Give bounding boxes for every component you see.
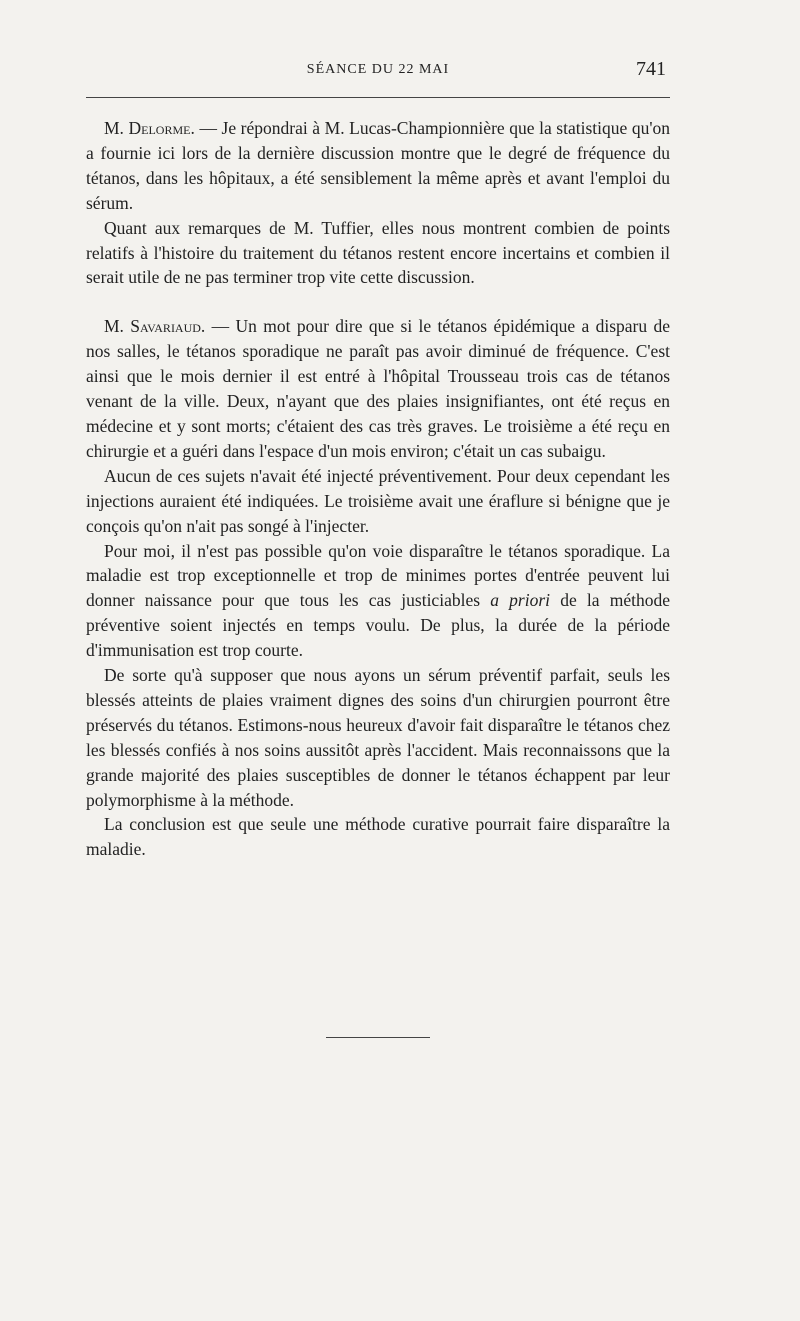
page-number: 741 bbox=[636, 58, 666, 80]
savariaud-paragraph-1-text: — Un mot pour dire que si le tétanos épidémique a disparu de nos salles, le tétanos sporadique ne paraît pas avoir diminué de fréquence. C'est ainsi que le mois dernier il est entré à l'hôpital Trousseau trois cas de tétanos venant de la ville. Deux, n'ayant que des plaies insignifiantes, ont été reçus en médecine et y sont morts; c'étaient des cas très graves. Le troisième a été reçu en chirurgie et a guéri dans l'espace d'un mois environ; c'était un cas subaigu. bbox=[86, 316, 670, 461]
savariaud-paragraph-4: De sorte qu'à supposer que nous ayons un sérum préventif parfait, seuls les blessés atteints de plaies vraiment dignes des soins d'un chirurgien pourront être préservés du tétanos. Estimons-nous heureux d'avoir fait disparaître le tétanos chez les blessés confiés à nos soins aussitôt après l'accident. Mais reconnaissons que la grande majorité des plaies susceptibles de donner le tétanos échappent par leur polymorphisme à la méthode. bbox=[86, 665, 670, 810]
body-text bbox=[86, 116, 670, 862]
savariaud-paragraph-3-start: Pour moi, il n'est pas possible qu'on voie disparaître le tétanos sporadique. La maladie est trop exceptionnelle et trop de minimes portes d'entrée peuvent lui donner naissance pour que tous les cas justiciables bbox=[86, 540, 670, 611]
header-rule bbox=[86, 97, 670, 98]
delorme-paragraph-1 bbox=[86, 116, 670, 216]
delorme-paragraph-1-text: — Je répondrai à M. Lucas-Championnière que la statistique qu'on a fournie ici lors de la dernière discussion montre que le degré de fréquence du tétanos, dans les hôpitaux, a été sensiblement la même après et avant l'emploi du sérum. bbox=[86, 118, 670, 213]
speaker-delorme: M. Delorme. bbox=[104, 118, 195, 138]
section-gap bbox=[86, 290, 670, 314]
savariaud-paragraph-3-end: de la méthode préventive soient injectés en temps voulu. De plus, la durée de la période d'immunisation est trop courte. bbox=[86, 590, 670, 661]
page-header bbox=[86, 56, 670, 86]
delorme-paragraph-2: Quant aux remarques de M. Tuffier, elles nous montrent combien de points relatifs à l'histoire du traitement du tétanos restent encore incertains et combien il serait utile de ne pas terminer trop vite cette discussion. bbox=[86, 217, 670, 288]
speaker-savariaud: M. Savariaud. bbox=[104, 316, 206, 337]
savariaud-paragraph-1 bbox=[86, 314, 670, 463]
savariaud-paragraph-3 bbox=[86, 539, 670, 664]
italic-a-priori: a priori bbox=[490, 590, 551, 611]
running-head: SÉANCE DU 22 MAI bbox=[306, 62, 450, 77]
savariaud-paragraph-5: La conclusion est que seule une méthode curative pourrait faire disparaître la maladie. bbox=[86, 814, 670, 860]
closing-rule bbox=[326, 1037, 430, 1038]
savariaud-paragraph-2: Aucun de ces sujets n'avait été injecté préventivement. Pour deux cependant les injections auraient été indiquées. Le troisième avait une éraflure si bénigne que je conçois qu'on n'ait pas songé à l'injecter. bbox=[86, 465, 670, 536]
